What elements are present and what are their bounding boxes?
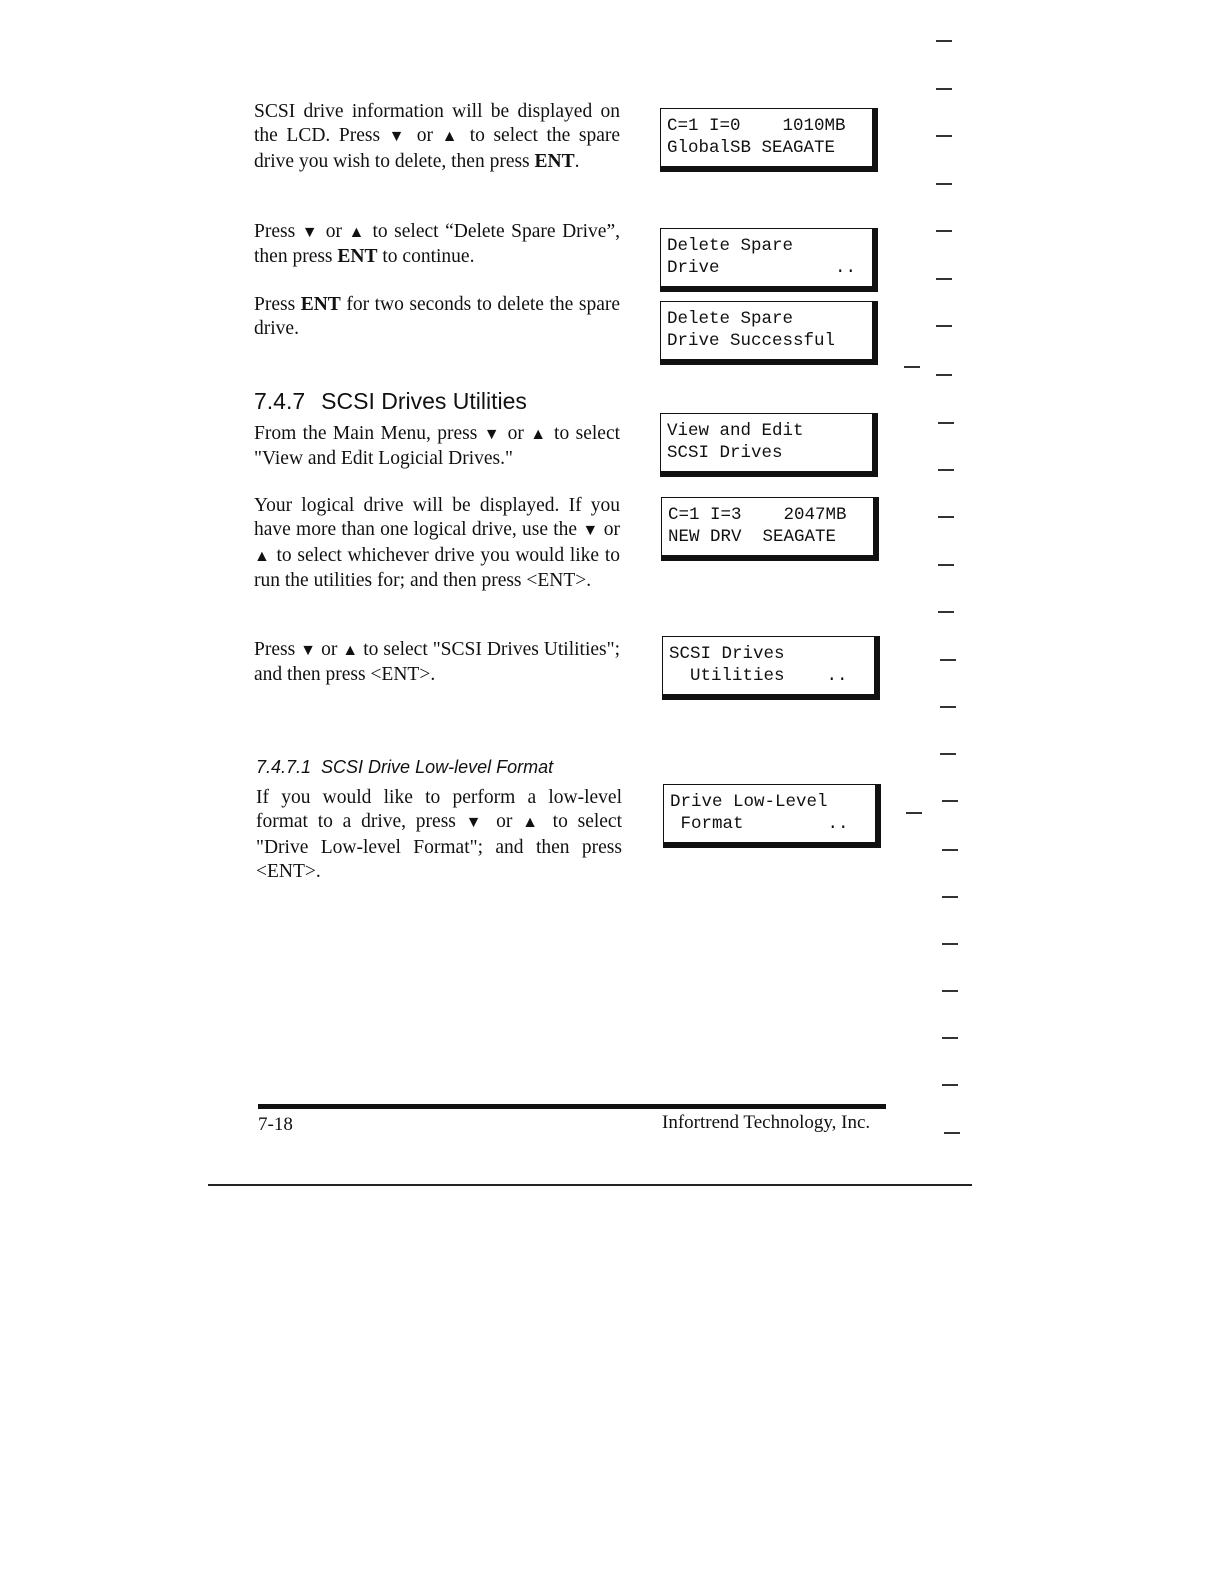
lcd-new-drive	[661, 497, 879, 561]
ent-key-label: ENT	[300, 294, 341, 315]
margin-tick	[942, 849, 958, 851]
text: to select the spare drive you wish to delete, then press	[254, 125, 620, 172]
up-arrow-icon: ▲	[254, 547, 271, 565]
lcd-line-1: SCSI Drives	[669, 644, 785, 664]
page-number: 7-18	[258, 1114, 293, 1135]
text: to continue.	[377, 246, 475, 268]
paragraph-scsi-utilities	[254, 638, 620, 688]
section-number: 7.4.7	[254, 388, 306, 414]
lcd-low-level-format	[663, 784, 881, 848]
text: SCSI drive information will be displayed on the LCD. Press	[254, 101, 620, 147]
text: Your logical drive will be displayed. If you have more than one logical drive, use the	[254, 495, 620, 541]
company-name: Infortrend Technology, Inc.	[662, 1112, 871, 1133]
down-arrow-icon: ▼	[301, 224, 320, 241]
text: Press	[254, 639, 301, 660]
text: .	[574, 150, 580, 172]
margin-tick	[936, 374, 952, 376]
margin-tick	[940, 753, 956, 755]
margin-tick	[936, 135, 952, 137]
text: From the Main Menu, press	[254, 423, 484, 444]
margin-tick	[936, 88, 952, 90]
margin-tick	[938, 516, 954, 518]
margin-tick	[936, 183, 952, 185]
lcd-line-2: Drive Successful	[667, 331, 836, 351]
section-title: SCSI Drives Utilities	[321, 388, 527, 414]
lcd-line-2: Utilities ..	[669, 666, 848, 686]
lcd-line-2: Format ..	[670, 814, 849, 834]
page-edge-line	[208, 1184, 972, 1186]
margin-tick	[940, 659, 956, 661]
margin-tick	[906, 812, 922, 814]
margin-tick	[940, 706, 956, 708]
lcd-line-2: Drive ..	[667, 258, 857, 278]
lcd-line-1: C=1 I=0 1010MB	[667, 116, 846, 136]
text: to select “Delete Spare Drive”, then press	[254, 221, 620, 268]
lcd-line-1: Drive Low-Level	[670, 792, 828, 812]
subsection-heading	[256, 757, 553, 778]
down-arrow-icon: ▼	[483, 426, 502, 443]
paragraph-select-spare-drive	[254, 100, 620, 174]
lcd-delete-spare-drive	[660, 228, 878, 292]
up-arrow-icon: ▲	[522, 814, 543, 832]
margin-tick	[938, 564, 954, 566]
text: to select "View and Edit Logicial Drives."	[254, 423, 621, 470]
margin-tick	[942, 990, 958, 992]
lcd-line-2: SCSI Drives	[667, 443, 783, 463]
subsection-number: 7.4.7.1	[256, 757, 312, 777]
lcd-line-1: Delete Spare	[667, 236, 794, 256]
margin-tick	[942, 1037, 958, 1039]
down-arrow-icon: ▼	[388, 128, 409, 146]
lcd-line-1: C=1 I=3 2047MB	[668, 505, 847, 525]
lcd-view-edit-scsi	[660, 413, 878, 477]
paragraph-delete-spare-drive	[254, 220, 620, 270]
down-arrow-icon: ▼	[465, 814, 487, 832]
text: or	[598, 519, 620, 541]
lcd-scsi-utilities	[662, 636, 880, 700]
lcd-line-2: GlobalSB SEAGATE	[667, 138, 836, 158]
text: Press	[254, 221, 302, 242]
lcd-line-1: Delete Spare	[667, 309, 794, 329]
margin-tick	[942, 1084, 958, 1086]
text: to select "SCSI Drives Utilities"; and then press <ENT>.	[254, 639, 621, 686]
margin-tick	[938, 469, 954, 471]
section-heading	[254, 388, 527, 415]
down-arrow-icon: ▼	[582, 522, 599, 540]
text: to select "Drive Low-level Format"; and then press <ENT>.	[256, 811, 622, 882]
text: or	[486, 811, 523, 833]
margin-tick	[938, 611, 954, 613]
paragraph-view-edit	[254, 422, 620, 472]
lcd-line-2: NEW DRV SEAGATE	[668, 527, 837, 547]
text: to select whichever drive you would like to run the utilities for; and then press <ENT>.	[254, 544, 620, 591]
text: or	[408, 125, 442, 147]
text: Press	[254, 294, 301, 315]
ent-key-label: ENT	[337, 246, 378, 268]
text: or	[501, 423, 531, 444]
margin-tick	[942, 800, 958, 802]
margin-tick	[936, 278, 952, 280]
ent-key-label: ENT	[534, 150, 575, 172]
margin-tick	[938, 422, 954, 424]
text: or	[319, 221, 349, 242]
footer-rule	[258, 1104, 886, 1109]
margin-tick	[944, 1132, 960, 1134]
lcd-drive-info	[660, 108, 878, 172]
margin-tick	[936, 40, 952, 42]
up-arrow-icon: ▲	[530, 426, 548, 443]
margin-tick	[904, 366, 920, 368]
text: or	[316, 639, 343, 660]
subsection-title: SCSI Drive Low-level Format	[321, 757, 554, 777]
lcd-delete-successful	[660, 301, 878, 365]
text: for two seconds to delete the spare drive.	[254, 294, 620, 340]
text: If you would like to perform a low-level format to a drive, press	[256, 787, 622, 833]
up-arrow-icon: ▲	[441, 128, 462, 146]
margin-tick	[936, 325, 952, 327]
lcd-line-1: View and Edit	[667, 421, 804, 441]
up-arrow-icon: ▲	[348, 224, 366, 241]
paragraph-logical-drive	[254, 494, 620, 593]
margin-tick	[942, 896, 958, 898]
margin-tick	[936, 230, 952, 232]
down-arrow-icon: ▼	[300, 642, 317, 659]
up-arrow-icon: ▲	[342, 642, 359, 659]
paragraph-confirm-delete	[254, 293, 620, 342]
margin-tick	[942, 943, 958, 945]
paragraph-low-level-format	[256, 786, 622, 884]
